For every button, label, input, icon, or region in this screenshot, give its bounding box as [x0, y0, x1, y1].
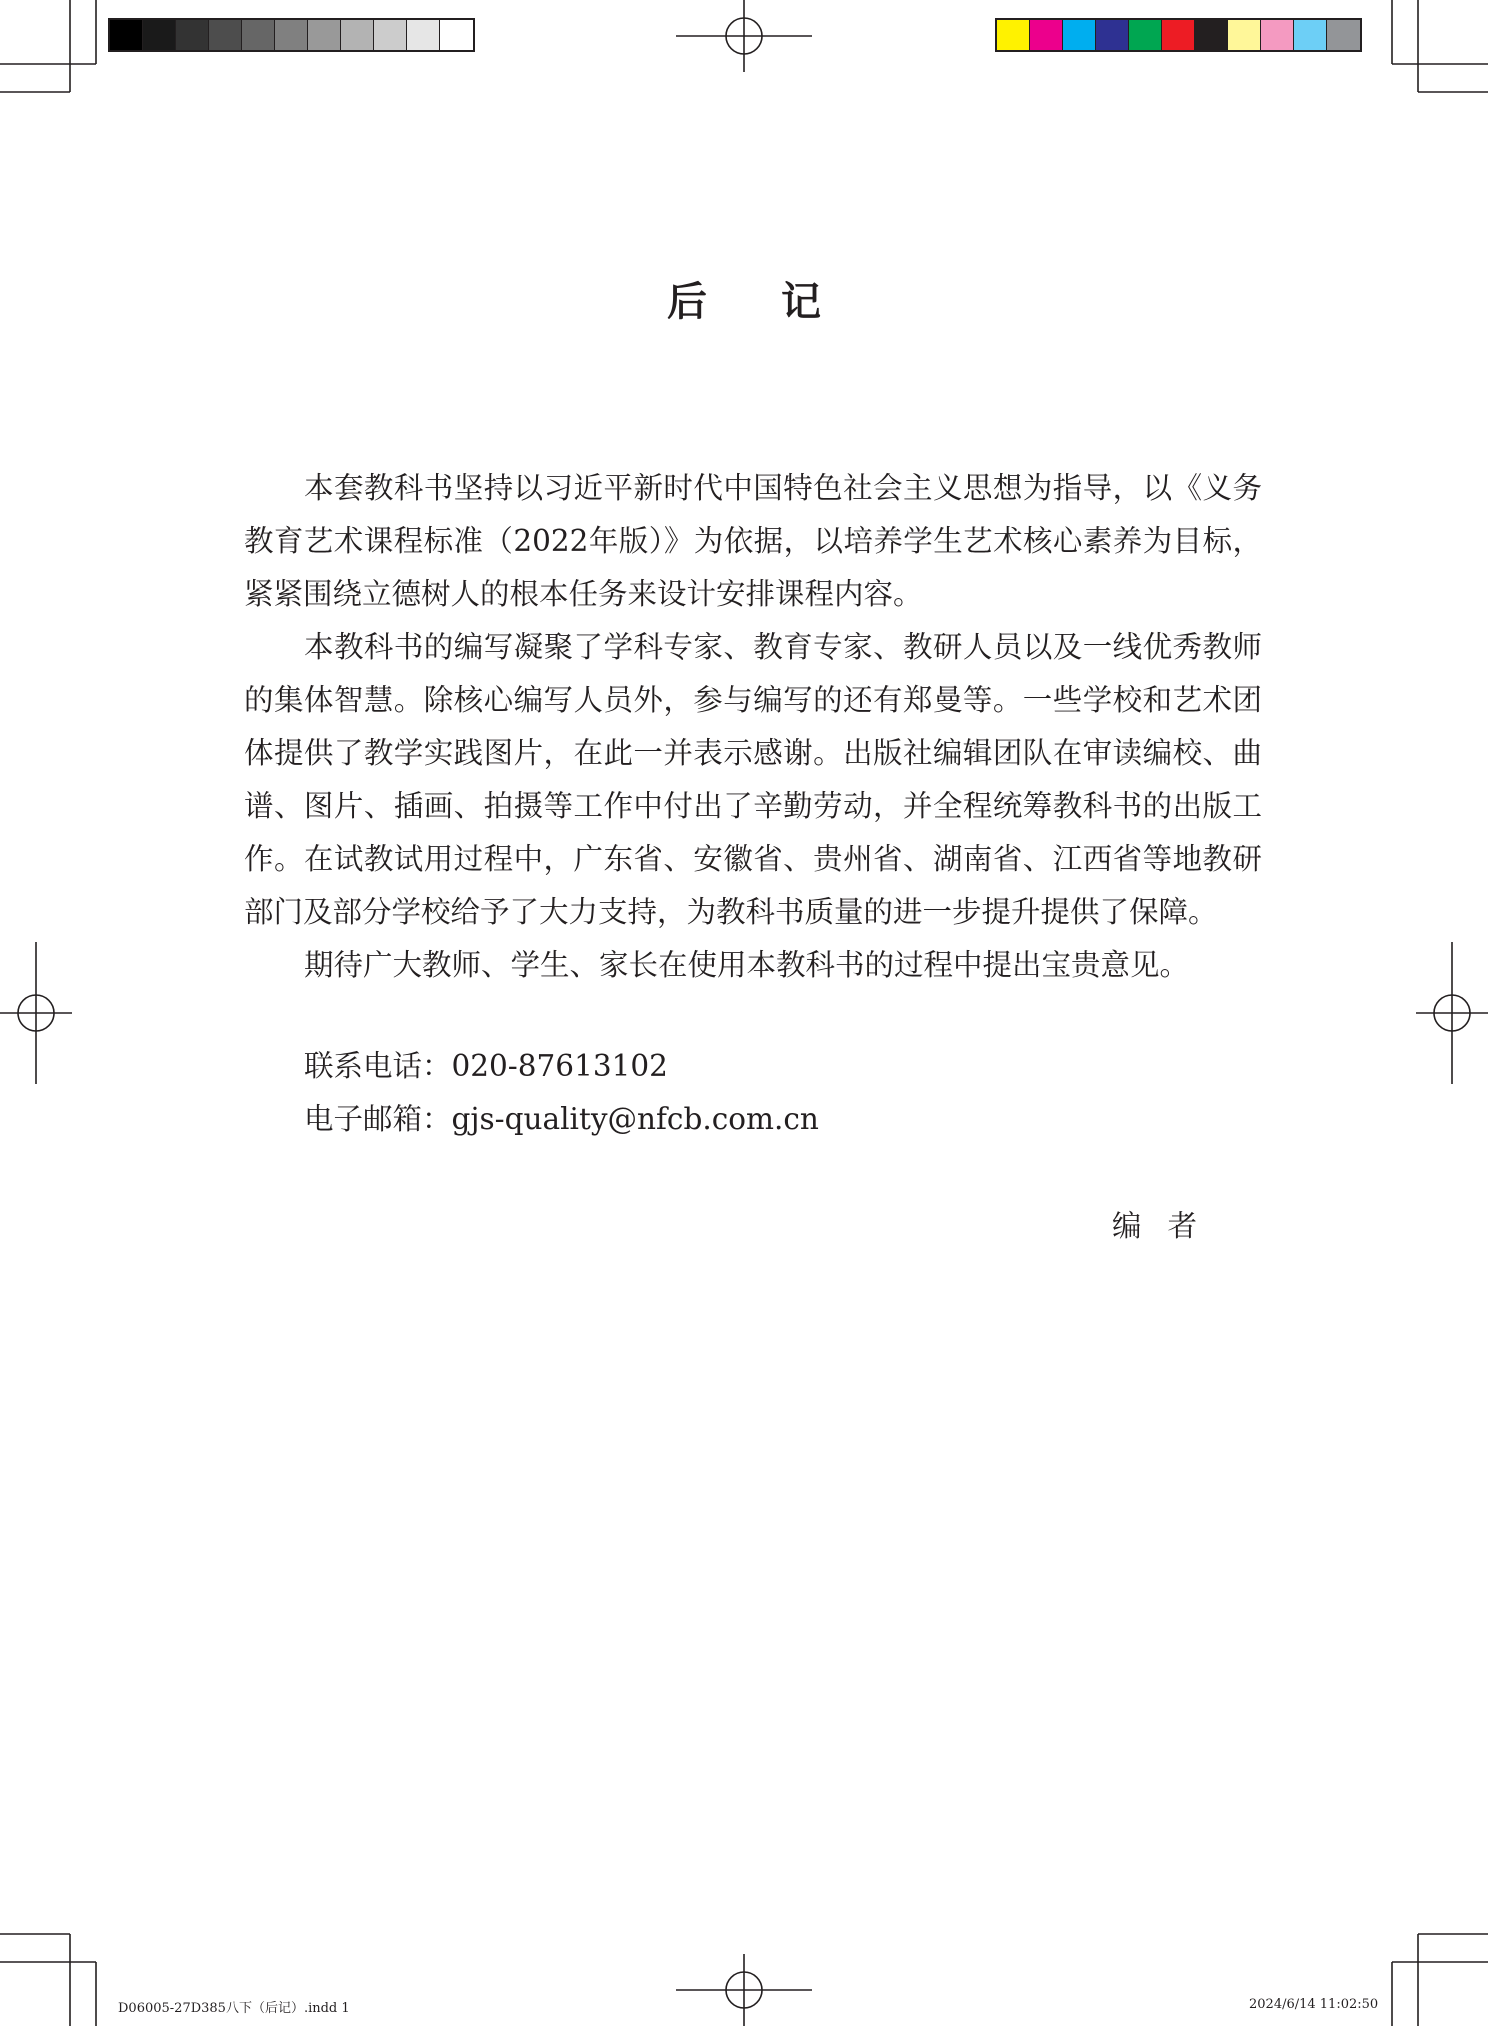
grayscale-color-bar	[108, 18, 475, 52]
registration-mark-right	[1416, 942, 1488, 1084]
footer-file-name: D06005-27D385八下（后记）.indd 1	[118, 2001, 350, 2016]
gray-swatch	[242, 20, 275, 50]
gray-swatch	[110, 20, 143, 50]
paragraph: 本套教科书坚持以习近平新时代中国特色社会主义思想为指导，以《义务教育艺术课程标准（2022年版）》为依据，以培养学生艺术核心素养为目标，紧紧围绕立德树人的根本任务来设计安排课程内容。	[244, 471, 1262, 611]
color-swatch	[1228, 20, 1261, 50]
color-swatch	[1162, 20, 1195, 50]
gray-swatch	[407, 20, 440, 50]
gray-swatch	[374, 20, 407, 50]
contact-phone: 联系电话：020-87613102	[304, 1049, 668, 1083]
color-swatch	[1063, 20, 1096, 50]
paragraph: 本教科书的编写凝聚了学科专家、教育专家、教研人员以及一线优秀教师的集体智慧。除核心编写人员外，参与编写的还有郑曼等。一些学校和艺术团体提供了教学实践图片，在此一并表示感谢。出版社编辑团队在审读编校、曲谱、图片、插画、拍摄等工作中付出了辛勤劳动，并全程统筹教科书的出版工作。在试教试用过程中，广东省、安徽省、贵州省、湖南省、江西省等地教研部门及部分学校给予了大力支持，为教科书质量的进一步提升提供了保障。	[244, 630, 1262, 929]
gray-swatch	[440, 20, 473, 50]
color-swatch	[1195, 20, 1228, 50]
color-swatch	[997, 20, 1030, 50]
gray-swatch	[209, 20, 242, 50]
color-swatch	[1030, 20, 1063, 50]
color-swatch	[1261, 20, 1294, 50]
gray-swatch	[341, 20, 374, 50]
color-swatch	[1294, 20, 1327, 50]
gray-swatch	[176, 20, 209, 50]
registration-mark-left	[0, 942, 72, 1084]
gray-swatch	[143, 20, 176, 50]
contact-email: 电子邮箱：gjs-quality@nfcb.com.cn	[304, 1102, 819, 1136]
registration-mark-top	[676, 0, 812, 72]
registration-mark-bottom	[676, 1954, 812, 2026]
page-title: 后 记	[667, 279, 851, 325]
gray-swatch	[275, 20, 308, 50]
author-signature: 编者	[1112, 1209, 1224, 1243]
paragraph: 期待广大教师、学生、家长在使用本教科书的过程中提出宝贵意见。	[304, 948, 1190, 982]
color-swatch	[1096, 20, 1129, 50]
color-swatch	[1129, 20, 1162, 50]
gray-swatch	[308, 20, 341, 50]
footer-timestamp: 2024/6/14 11:02:50	[1249, 1997, 1379, 2012]
color-swatch	[1327, 20, 1360, 50]
process-color-bar	[995, 18, 1362, 52]
body-text	[244, 462, 1262, 992]
